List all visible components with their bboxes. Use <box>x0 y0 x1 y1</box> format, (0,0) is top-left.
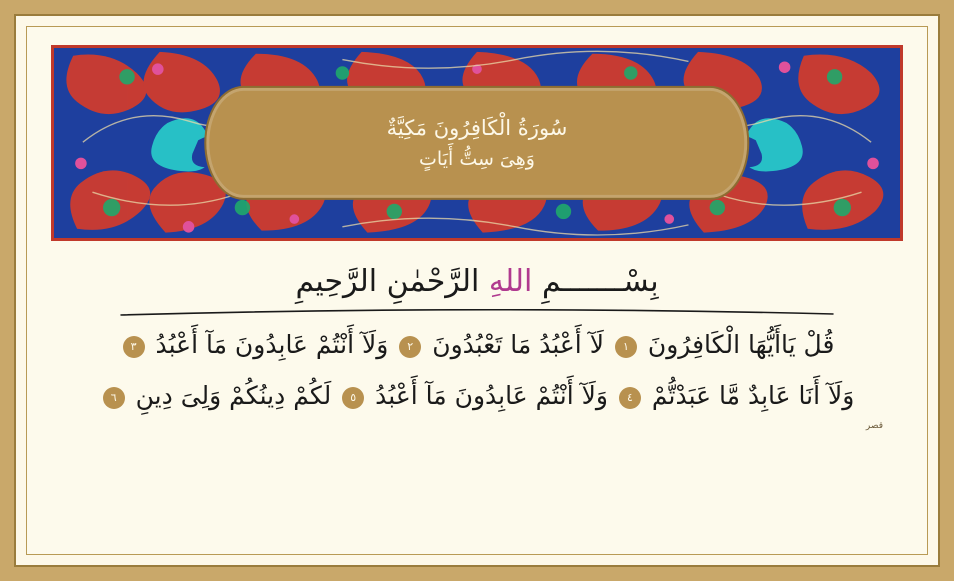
surah-header-panel <box>51 45 903 241</box>
ayah-marker-5: ٥ <box>342 387 364 409</box>
surah-title-line-1: سُورَةُ الْكَافِرُونَ مَكِيَّةٌ <box>386 116 568 140</box>
verse-text-3: وَلَآ أَنْتُمْ عَابِدُونَ مَآ أَعْبُدُ <box>155 329 389 359</box>
page-footer-note: قصر <box>865 421 883 431</box>
page-content-area <box>26 26 928 555</box>
verse-text-1: قُلْ يَاأَيُّهَا الْكَافِرُونَ <box>647 329 835 359</box>
verse-text-5: وَلَآ أَنْتُمْ عَابِدُونَ مَآ أَعْبُدُ <box>375 380 608 410</box>
surah-text-body <box>53 257 901 540</box>
surah-title-cartouche <box>204 86 749 200</box>
surah-title-line-2: وَهِىَ سِتُّ أَيَاتٍ <box>419 148 535 170</box>
verse-text-2: لَآ أَعْبُدُ مَا تَعْبُدُونَ <box>432 329 604 359</box>
verse-row-2 <box>53 380 901 411</box>
ayah-marker-2: ٢ <box>399 336 421 358</box>
ayah-marker-6: ٦ <box>103 387 125 409</box>
verse-text-4: وَلَآ أَنَا عَابِدٌ مَّا عَبَدْتُّمْ <box>651 380 855 410</box>
verse-row-1 <box>53 329 901 360</box>
basmala-prefix: بِسْـــــــمِ <box>541 264 659 299</box>
ayah-marker-4: ٤ <box>619 387 641 409</box>
lafz-al-jalalah: اللهِ <box>488 264 533 299</box>
basmala-flourish <box>53 309 901 319</box>
ayah-marker-3: ٣ <box>123 336 145 358</box>
verse-text-6: لَكُمْ دِينُكُمْ وَلِىَ دِينِ <box>135 380 332 410</box>
basmala-suffix: الرَّحْمٰنِ الرَّحِيمِ <box>295 264 480 299</box>
ayah-marker-1: ١ <box>615 336 637 358</box>
page-inner-border <box>14 14 940 567</box>
basmala-line <box>53 263 901 301</box>
